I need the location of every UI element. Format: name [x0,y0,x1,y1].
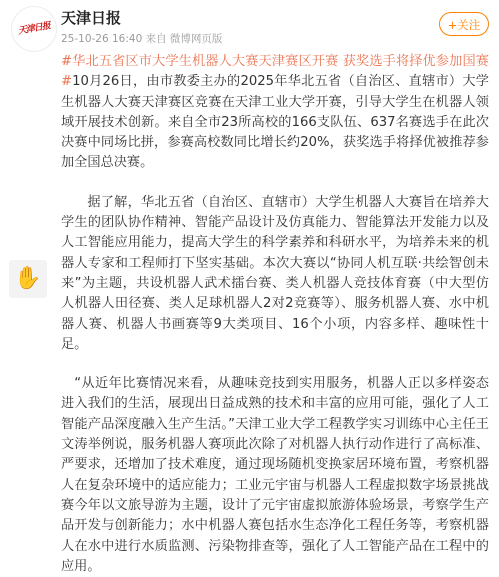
post-header [0,0,499,50]
follow-button[interactable]: +关注 [439,12,489,36]
paragraph-1-text: 10月26日，由市教委主办的2025年华北五省（自治区、直辖市）大学生机器人大赛天津赛区竞赛在天津工业大学开赛，引导大学生在机器人领域开展技术创新。来自全市23所高校的166支队伍、637名赛选手在此次决赛中同场比拼，参赛高校数同比增长约20%，获奖选手将择优被推荐参加全国总决赛。 [61,74,489,171]
paragraph-1 [61,52,489,174]
avatar-logo-text: 天津日报 [17,21,51,37]
post-content [61,52,489,577]
avatar[interactable] [11,6,57,52]
post-meta: 25-10-26 16:40 来自 微博网页版 [61,33,223,45]
raised-hand-icon: ✋ [9,260,47,298]
author-name[interactable]: 天津日报 [61,9,122,27]
topic-link[interactable]: #华北五省区市大学生机器人大赛天津赛区开赛 获奖选手将择优参加国赛# [61,54,489,90]
paragraph-2: 据了解，华北五省（自治区、直辖市）大学生机器人大赛旨在培养大学生的团队协作精神、智能产品设计及仿真能力、智能算法开发能力以及人工智能应用能力，提高大学生的科学素养和科研水平，为培养未来的机器人专家和工程师打下坚实基础。本次大赛以“协同人机互联·共绘智创未来”为主题，共设机器人武术擂台赛、类人机器人竞技体育赛（中大型仿人机器人田径赛、类人足球机器人2对2竞赛等）、服务机器人赛、水中机器人赛、机器人书画赛等9大类项目、16个小项，内容多样、趣味性十足。 [61,194,489,352]
paragraph-3: “从近年比赛情况来看，从趣味竞技到实用服务，机器人正以多样姿态进入我们的生活，展现出日益成熟的技术和丰富的应用可能，强化了人工智能产品深度融入生产生活。”天津工业大学工程教学实习训练中心主任王文涛举例说，服务机器人赛项此次除了对机器人执行动作进行了高标准、严要求，还增加了技术难度，通过现场随机变换家居环境布置，考察机器人在复杂环境中的适应能力；工业元宇宙与机器人工程虚拟数字场景挑战赛今年以文旅导游为主题，设计了元宇宙虚拟旅游体验场景，考察学生产品开发与创新能力；水中机器人赛包括水生态净化工程任务等，考察机器人在水中进行水质监测、污染物排查等，强化了人工智能产品在工程中的应用。 [61,376,489,574]
